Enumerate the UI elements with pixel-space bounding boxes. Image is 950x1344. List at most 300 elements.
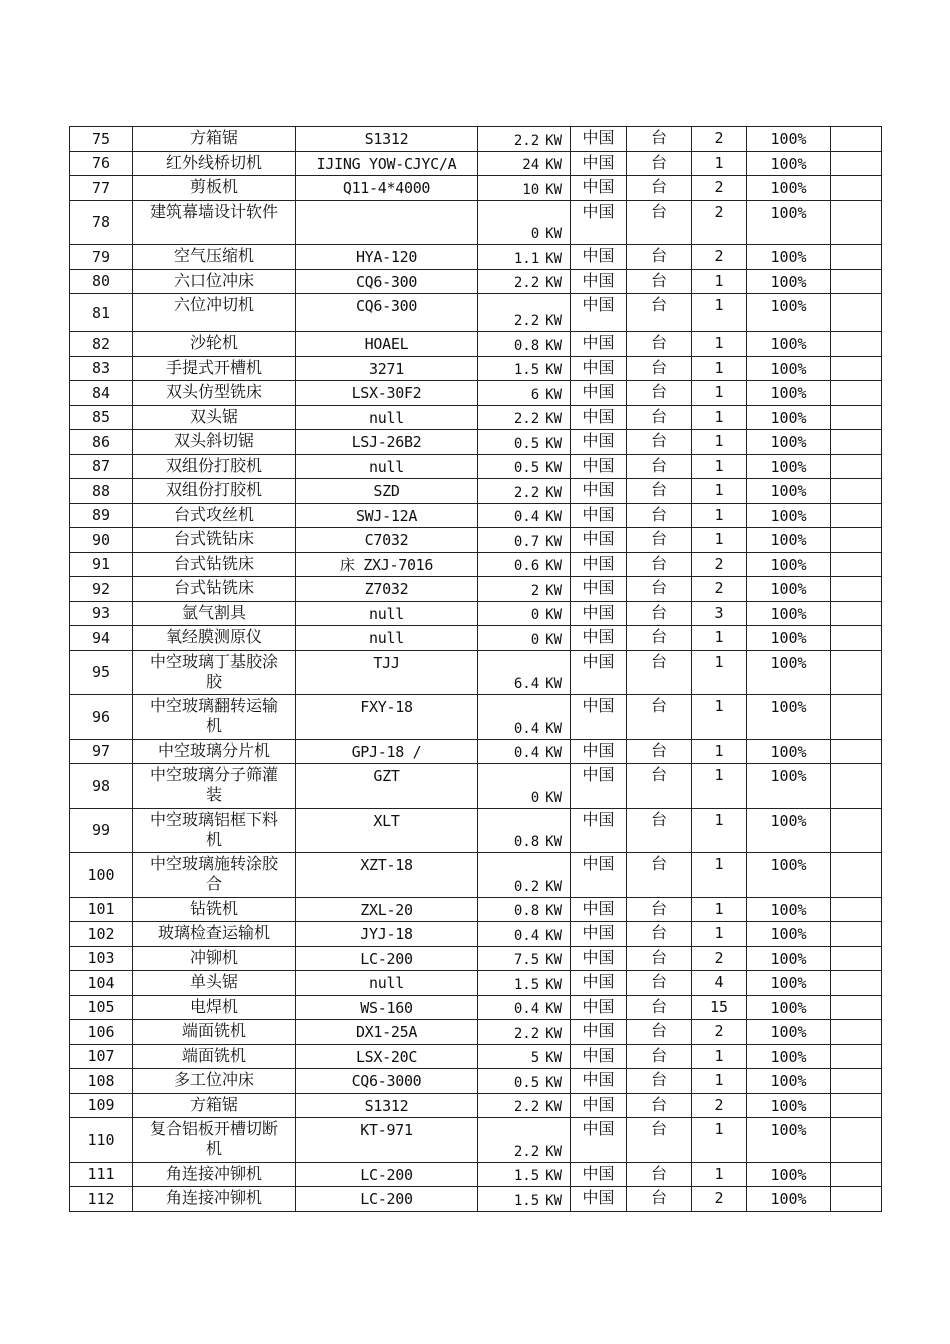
equipment-unit: 台 bbox=[627, 577, 692, 602]
power-value: 0 bbox=[530, 789, 540, 806]
table-row bbox=[70, 356, 882, 381]
equipment-unit: 台 bbox=[627, 695, 692, 740]
row-number: 84 bbox=[70, 381, 133, 406]
equipment-model: C7032 bbox=[296, 528, 478, 553]
power-value: 6 bbox=[530, 386, 540, 403]
table-row bbox=[70, 922, 882, 947]
power-unit: KW bbox=[545, 903, 562, 919]
equipment-power bbox=[478, 356, 571, 381]
equipment-model bbox=[296, 200, 478, 245]
power-unit: KW bbox=[545, 676, 562, 692]
equipment-origin: 中国 bbox=[571, 626, 627, 651]
equipment-quantity: 1 bbox=[692, 808, 747, 853]
equipment-power bbox=[478, 971, 571, 996]
remarks-cell bbox=[831, 897, 882, 922]
equipment-model: WS-160 bbox=[296, 995, 478, 1020]
equipment-origin: 中国 bbox=[571, 764, 627, 809]
power-value: 2.2 bbox=[513, 132, 540, 149]
equipment-quantity: 2 bbox=[692, 1093, 747, 1118]
equipment-quantity: 1 bbox=[692, 922, 747, 947]
power-value: 0.8 bbox=[513, 337, 540, 354]
equipment-model: null bbox=[296, 405, 478, 430]
remarks-cell bbox=[831, 577, 882, 602]
power-unit: KW bbox=[545, 1025, 562, 1042]
power-unit: KW bbox=[545, 789, 562, 806]
equipment-model: HYA-120 bbox=[296, 245, 478, 270]
table-row bbox=[70, 552, 882, 577]
equipment-origin: 中国 bbox=[571, 1118, 627, 1163]
equipment-origin: 中国 bbox=[571, 1020, 627, 1045]
equipment-model: 3271 bbox=[296, 356, 478, 381]
power-unit: KW bbox=[545, 435, 562, 452]
power-value: 0 bbox=[530, 226, 540, 242]
equipment-model: LC-200 bbox=[296, 1162, 478, 1187]
equipment-power bbox=[478, 1118, 571, 1163]
equipment-origin: 中国 bbox=[571, 405, 627, 430]
equipment-power bbox=[478, 245, 571, 270]
equipment-power bbox=[478, 1020, 571, 1045]
power-unit: KW bbox=[545, 132, 562, 149]
row-number: 89 bbox=[70, 503, 133, 528]
remarks-cell bbox=[831, 739, 882, 764]
table-row bbox=[70, 808, 882, 853]
equipment-quantity: 2 bbox=[692, 1020, 747, 1045]
equipment-origin: 中国 bbox=[571, 430, 627, 455]
remarks-cell bbox=[831, 294, 882, 332]
power-unit: KW bbox=[545, 250, 562, 267]
equipment-power bbox=[478, 151, 571, 176]
power-value: 7.5 bbox=[513, 952, 540, 968]
equipment-name: 方箱锯 bbox=[133, 1093, 296, 1118]
equipment-quantity: 1 bbox=[692, 269, 747, 294]
power-unit: KW bbox=[545, 386, 562, 403]
remarks-cell bbox=[831, 454, 882, 479]
equipment-unit: 台 bbox=[627, 626, 692, 651]
table-row bbox=[70, 577, 882, 602]
equipment-rate: 100% bbox=[747, 764, 831, 809]
equipment-rate: 100% bbox=[747, 1162, 831, 1187]
equipment-name: 中空玻璃翻转运输机 bbox=[133, 695, 296, 740]
equipment-unit: 台 bbox=[627, 200, 692, 245]
equipment-rate: 100% bbox=[747, 739, 831, 764]
equipment-origin: 中国 bbox=[571, 1162, 627, 1187]
power-unit: KW bbox=[545, 411, 562, 427]
equipment-rate: 100% bbox=[747, 922, 831, 947]
power-value: 0.8 bbox=[513, 834, 540, 850]
table-row bbox=[70, 601, 882, 626]
equipment-quantity: 15 bbox=[692, 995, 747, 1020]
power-value: 6.4 bbox=[513, 676, 540, 692]
row-number: 102 bbox=[70, 922, 133, 947]
remarks-cell bbox=[831, 430, 882, 455]
row-number: 112 bbox=[70, 1187, 133, 1212]
equipment-power bbox=[478, 897, 571, 922]
equipment-name: 端面铣机 bbox=[133, 1020, 296, 1045]
equipment-power bbox=[478, 127, 571, 152]
row-number: 94 bbox=[70, 626, 133, 651]
equipment-name: 台式钻铣床 bbox=[133, 552, 296, 577]
equipment-model: HOAEL bbox=[296, 332, 478, 357]
equipment-origin: 中国 bbox=[571, 332, 627, 357]
equipment-rate: 100% bbox=[747, 430, 831, 455]
row-number: 106 bbox=[70, 1020, 133, 1045]
equipment-name: 钻铣机 bbox=[133, 897, 296, 922]
equipment-quantity: 4 bbox=[692, 971, 747, 996]
equipment-unit: 台 bbox=[627, 1187, 692, 1212]
power-value: 0.7 bbox=[513, 533, 540, 550]
equipment-quantity: 1 bbox=[692, 405, 747, 430]
table-row bbox=[70, 294, 882, 332]
equipment-origin: 中国 bbox=[571, 1187, 627, 1212]
remarks-cell bbox=[831, 356, 882, 381]
row-number: 96 bbox=[70, 695, 133, 740]
equipment-origin: 中国 bbox=[571, 176, 627, 201]
equipment-rate: 100% bbox=[747, 332, 831, 357]
equipment-power bbox=[478, 995, 571, 1020]
equipment-rate: 100% bbox=[747, 381, 831, 406]
equipment-origin: 中国 bbox=[571, 601, 627, 626]
table-row bbox=[70, 245, 882, 270]
row-number: 110 bbox=[70, 1118, 133, 1163]
table-row bbox=[70, 176, 882, 201]
table-row bbox=[70, 1187, 882, 1212]
row-number: 100 bbox=[70, 853, 133, 898]
table-row bbox=[70, 626, 882, 651]
equipment-name: 双头锯 bbox=[133, 405, 296, 430]
power-value: 0.4 bbox=[513, 1001, 540, 1017]
power-unit: KW bbox=[545, 1099, 562, 1115]
power-value: 0 bbox=[530, 607, 540, 623]
equipment-quantity: 2 bbox=[692, 1187, 747, 1212]
equipment-name: 手提式开槽机 bbox=[133, 356, 296, 381]
equipment-model: KT-971 bbox=[296, 1118, 478, 1163]
power-value: 24 bbox=[522, 157, 540, 173]
equipment-rate: 100% bbox=[747, 552, 831, 577]
table-row bbox=[70, 695, 882, 740]
equipment-power bbox=[478, 332, 571, 357]
row-number: 101 bbox=[70, 897, 133, 922]
equipment-power bbox=[478, 1069, 571, 1094]
equipment-name: 双组份打胶机 bbox=[133, 479, 296, 504]
equipment-quantity: 2 bbox=[692, 552, 747, 577]
equipment-quantity: 1 bbox=[692, 356, 747, 381]
power-unit: KW bbox=[545, 1074, 562, 1091]
equipment-power bbox=[478, 503, 571, 528]
power-unit: KW bbox=[545, 337, 562, 354]
remarks-cell bbox=[831, 269, 882, 294]
equipment-model: LC-200 bbox=[296, 1187, 478, 1212]
equipment-power bbox=[478, 1162, 571, 1187]
equipment-rate: 100% bbox=[747, 245, 831, 270]
equipment-rate: 100% bbox=[747, 601, 831, 626]
equipment-quantity: 1 bbox=[692, 626, 747, 651]
power-value: 0.2 bbox=[513, 878, 540, 895]
remarks-cell bbox=[831, 151, 882, 176]
equipment-unit: 台 bbox=[627, 454, 692, 479]
remarks-cell bbox=[831, 381, 882, 406]
equipment-model: null bbox=[296, 971, 478, 996]
equipment-name: 氧经膜测原仪 bbox=[133, 626, 296, 651]
equipment-unit: 台 bbox=[627, 430, 692, 455]
equipment-quantity: 2 bbox=[692, 245, 747, 270]
equipment-rate: 100% bbox=[747, 1093, 831, 1118]
equipment-rate: 100% bbox=[747, 176, 831, 201]
equipment-model: LSJ-26B2 bbox=[296, 430, 478, 455]
power-value: 1.5 bbox=[513, 1168, 540, 1184]
equipment-power bbox=[478, 269, 571, 294]
remarks-cell bbox=[831, 1093, 882, 1118]
remarks-cell bbox=[831, 1187, 882, 1212]
equipment-model: LC-200 bbox=[296, 946, 478, 971]
row-number: 103 bbox=[70, 946, 133, 971]
equipment-model: GZT bbox=[296, 764, 478, 809]
equipment-name: 氩气割具 bbox=[133, 601, 296, 626]
equipment-origin: 中国 bbox=[571, 151, 627, 176]
power-unit: KW bbox=[545, 558, 562, 574]
equipment-quantity: 1 bbox=[692, 503, 747, 528]
equipment-unit: 台 bbox=[627, 650, 692, 695]
equipment-name: 剪板机 bbox=[133, 176, 296, 201]
equipment-name: 多工位冲床 bbox=[133, 1069, 296, 1094]
remarks-cell bbox=[831, 808, 882, 853]
equipment-power bbox=[478, 946, 571, 971]
power-value: 0.6 bbox=[513, 558, 540, 574]
table-row bbox=[70, 897, 882, 922]
table-row bbox=[70, 430, 882, 455]
equipment-unit: 台 bbox=[627, 1069, 692, 1094]
table-row bbox=[70, 381, 882, 406]
remarks-cell bbox=[831, 995, 882, 1020]
equipment-unit: 台 bbox=[627, 946, 692, 971]
row-number: 79 bbox=[70, 245, 133, 270]
equipment-name: 台式钻铣床 bbox=[133, 577, 296, 602]
equipment-name: 沙轮机 bbox=[133, 332, 296, 357]
remarks-cell bbox=[831, 200, 882, 245]
power-value: 0 bbox=[530, 631, 540, 648]
equipment-rate: 100% bbox=[747, 971, 831, 996]
table-row bbox=[70, 127, 882, 152]
equipment-quantity: 1 bbox=[692, 853, 747, 898]
equipment-unit: 台 bbox=[627, 151, 692, 176]
equipment-name: 双组份打胶机 bbox=[133, 454, 296, 479]
power-value: 2.2 bbox=[513, 313, 540, 329]
equipment-origin: 中国 bbox=[571, 245, 627, 270]
equipment-power bbox=[478, 405, 571, 430]
equipment-unit: 台 bbox=[627, 294, 692, 332]
table-row bbox=[70, 1118, 882, 1163]
equipment-unit: 台 bbox=[627, 405, 692, 430]
row-number: 88 bbox=[70, 479, 133, 504]
equipment-origin: 中国 bbox=[571, 897, 627, 922]
equipment-quantity: 1 bbox=[692, 528, 747, 553]
power-unit: KW bbox=[545, 533, 562, 550]
table-row bbox=[70, 332, 882, 357]
row-number: 76 bbox=[70, 151, 133, 176]
equipment-rate: 100% bbox=[747, 528, 831, 553]
equipment-unit: 台 bbox=[627, 245, 692, 270]
equipment-quantity: 2 bbox=[692, 577, 747, 602]
equipment-rate: 100% bbox=[747, 897, 831, 922]
equipment-name: 冲铆机 bbox=[133, 946, 296, 971]
equipment-rate: 100% bbox=[747, 808, 831, 853]
power-unit: KW bbox=[545, 631, 562, 648]
row-number: 75 bbox=[70, 127, 133, 152]
equipment-power bbox=[478, 552, 571, 577]
power-value: 0.4 bbox=[513, 745, 540, 761]
row-number: 105 bbox=[70, 995, 133, 1020]
equipment-origin: 中国 bbox=[571, 1069, 627, 1094]
equipment-origin: 中国 bbox=[571, 853, 627, 898]
row-number: 95 bbox=[70, 650, 133, 695]
equipment-quantity: 1 bbox=[692, 650, 747, 695]
row-number: 91 bbox=[70, 552, 133, 577]
power-unit: KW bbox=[545, 834, 562, 850]
power-unit: KW bbox=[545, 1192, 562, 1209]
remarks-cell bbox=[831, 405, 882, 430]
table-row bbox=[70, 1044, 882, 1069]
row-number: 81 bbox=[70, 294, 133, 332]
power-value: 2.2 bbox=[513, 411, 540, 427]
row-number: 104 bbox=[70, 971, 133, 996]
equipment-power bbox=[478, 922, 571, 947]
row-number: 99 bbox=[70, 808, 133, 853]
remarks-cell bbox=[831, 1162, 882, 1187]
remarks-cell bbox=[831, 650, 882, 695]
equipment-unit: 台 bbox=[627, 269, 692, 294]
equipment-unit: 台 bbox=[627, 922, 692, 947]
equipment-quantity: 2 bbox=[692, 127, 747, 152]
equipment-power bbox=[478, 294, 571, 332]
equipment-model: null bbox=[296, 454, 478, 479]
table-row bbox=[70, 946, 882, 971]
equipment-quantity: 1 bbox=[692, 151, 747, 176]
equipment-origin: 中国 bbox=[571, 650, 627, 695]
power-value: 1.5 bbox=[513, 362, 540, 378]
remarks-cell bbox=[831, 853, 882, 898]
row-number: 93 bbox=[70, 601, 133, 626]
equipment-model: IJING YOW-CJYC/A bbox=[296, 151, 478, 176]
table-row bbox=[70, 1162, 882, 1187]
remarks-cell bbox=[831, 764, 882, 809]
power-value: 2.2 bbox=[513, 275, 540, 291]
equipment-quantity: 1 bbox=[692, 294, 747, 332]
row-number: 87 bbox=[70, 454, 133, 479]
table-row bbox=[70, 995, 882, 1020]
power-value: 2 bbox=[530, 582, 540, 599]
equipment-unit: 台 bbox=[627, 332, 692, 357]
equipment-quantity: 1 bbox=[692, 430, 747, 455]
power-unit: KW bbox=[545, 720, 562, 737]
equipment-power bbox=[478, 739, 571, 764]
remarks-cell bbox=[831, 528, 882, 553]
equipment-model: ZXL-20 bbox=[296, 897, 478, 922]
equipment-quantity: 2 bbox=[692, 200, 747, 245]
remarks-cell bbox=[831, 601, 882, 626]
power-value: 0.5 bbox=[513, 1074, 540, 1091]
equipment-quantity: 2 bbox=[692, 176, 747, 201]
equipment-name: 红外线桥切机 bbox=[133, 151, 296, 176]
row-number: 80 bbox=[70, 269, 133, 294]
power-unit: KW bbox=[545, 275, 562, 291]
equipment-name: 方箱锯 bbox=[133, 127, 296, 152]
equipment-power bbox=[478, 626, 571, 651]
equipment-origin: 中国 bbox=[571, 1044, 627, 1069]
equipment-unit: 台 bbox=[627, 503, 692, 528]
table-row bbox=[70, 650, 882, 695]
remarks-cell bbox=[831, 922, 882, 947]
equipment-model: SZD bbox=[296, 479, 478, 504]
power-value: 0.5 bbox=[513, 460, 540, 476]
equipment-unit: 台 bbox=[627, 479, 692, 504]
remarks-cell bbox=[831, 552, 882, 577]
equipment-rate: 100% bbox=[747, 577, 831, 602]
equipment-model: XLT bbox=[296, 808, 478, 853]
equipment-rate: 100% bbox=[747, 626, 831, 651]
equipment-rate: 100% bbox=[747, 1020, 831, 1045]
power-unit: KW bbox=[545, 1001, 562, 1017]
equipment-quantity: 1 bbox=[692, 739, 747, 764]
row-number: 109 bbox=[70, 1093, 133, 1118]
equipment-unit: 台 bbox=[627, 808, 692, 853]
equipment-unit: 台 bbox=[627, 1162, 692, 1187]
equipment-name: 角连接冲铆机 bbox=[133, 1187, 296, 1212]
equipment-unit: 台 bbox=[627, 127, 692, 152]
equipment-origin: 中国 bbox=[571, 739, 627, 764]
equipment-rate: 100% bbox=[747, 1118, 831, 1163]
equipment-name: 空气压缩机 bbox=[133, 245, 296, 270]
row-number: 86 bbox=[70, 430, 133, 455]
equipment-rate: 100% bbox=[747, 946, 831, 971]
power-unit: KW bbox=[545, 582, 562, 599]
equipment-name: 六口位冲床 bbox=[133, 269, 296, 294]
equipment-power bbox=[478, 528, 571, 553]
equipment-origin: 中国 bbox=[571, 1093, 627, 1118]
table-row bbox=[70, 454, 882, 479]
equipment-power bbox=[478, 764, 571, 809]
equipment-power bbox=[478, 695, 571, 740]
equipment-power bbox=[478, 577, 571, 602]
equipment-origin: 中国 bbox=[571, 695, 627, 740]
equipment-rate: 100% bbox=[747, 356, 831, 381]
equipment-name: 中空玻璃分子筛灌装 bbox=[133, 764, 296, 809]
equipment-power bbox=[478, 176, 571, 201]
equipment-model: TJJ bbox=[296, 650, 478, 695]
equipment-origin: 中国 bbox=[571, 381, 627, 406]
equipment-rate: 100% bbox=[747, 853, 831, 898]
power-value: 1.1 bbox=[513, 250, 540, 267]
power-value: 1.5 bbox=[513, 976, 540, 993]
remarks-cell bbox=[831, 1069, 882, 1094]
equipment-quantity: 1 bbox=[692, 381, 747, 406]
equipment-name: 玻璃检查运输机 bbox=[133, 922, 296, 947]
equipment-rate: 100% bbox=[747, 294, 831, 332]
equipment-model: LSX-30F2 bbox=[296, 381, 478, 406]
equipment-unit: 台 bbox=[627, 971, 692, 996]
equipment-rate: 100% bbox=[747, 151, 831, 176]
table-row bbox=[70, 1020, 882, 1045]
equipment-unit: 台 bbox=[627, 601, 692, 626]
equipment-origin: 中国 bbox=[571, 971, 627, 996]
equipment-rate: 100% bbox=[747, 1044, 831, 1069]
remarks-cell bbox=[831, 332, 882, 357]
equipment-origin: 中国 bbox=[571, 503, 627, 528]
equipment-rate: 100% bbox=[747, 454, 831, 479]
equipment-origin: 中国 bbox=[571, 454, 627, 479]
table-row bbox=[70, 764, 882, 809]
table-row bbox=[70, 479, 882, 504]
power-unit: KW bbox=[545, 313, 562, 329]
equipment-name: 单头锯 bbox=[133, 971, 296, 996]
